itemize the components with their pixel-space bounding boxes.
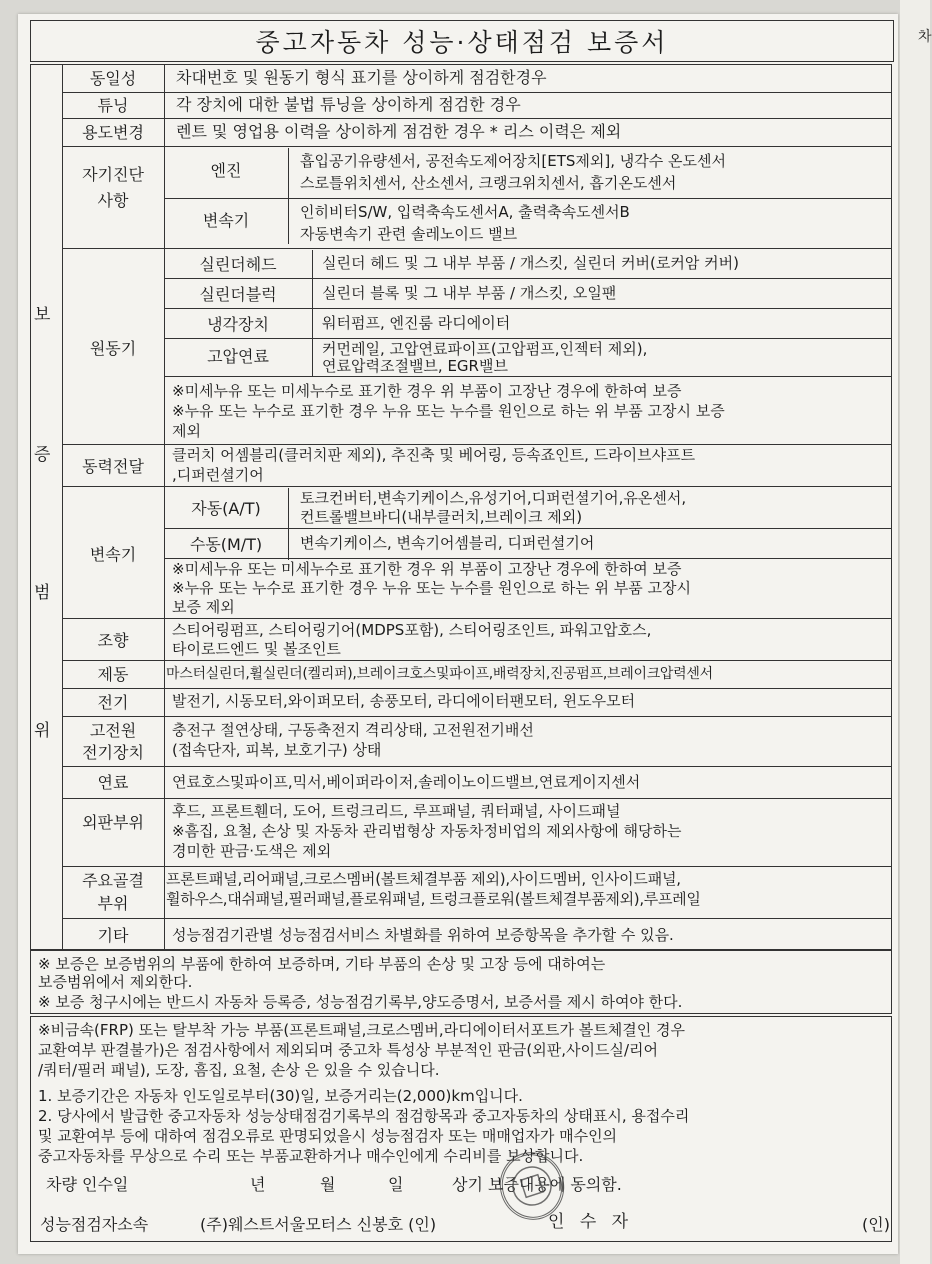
text-identity: 차대번호 및 원동기 형식 표기를 상이하게 점검한경우 bbox=[176, 68, 547, 87]
label-trans-auto: 자동(A/T) bbox=[191, 499, 261, 518]
side-label-jeung: 증 bbox=[34, 445, 51, 465]
text-exterior-3: 경미한 판금·도색은 제외 bbox=[172, 842, 332, 860]
side-label-bo: 보 bbox=[34, 305, 51, 325]
notice-2: ※ 보증 청구시에는 반드시 자동차 등록증, 성능점검기록부,양도증명서, 보증서를 제시 하여야 한다. bbox=[38, 993, 683, 1011]
label-trans-manual: 수동(M/T) bbox=[189, 535, 263, 554]
label-cyl-block: 실린더블럭 bbox=[199, 285, 277, 304]
label-diag-2: 사항 bbox=[97, 191, 129, 210]
signature-receiver: 인 수 자 bbox=[548, 1212, 634, 1232]
text-motor-note-1: ※미세누유 또는 미세누수로 표기한 경우 위 부품이 고장난 경우에 한하여 보증 bbox=[172, 382, 682, 400]
label-cyl-head: 실린더헤드 bbox=[199, 255, 277, 274]
text-power-2: ,디퍼런셜기어 bbox=[172, 466, 264, 484]
text-cyl-head: 실린더 헤드 및 그 내부 부품 / 개스킷, 실린더 커버(로커암 커버) bbox=[322, 254, 739, 272]
clause-1: 1. 보증기간은 자동차 인도일로부터(30)일, 보증거리는(2,000)km입니다. bbox=[38, 1087, 523, 1105]
label-brake: 제동 bbox=[97, 665, 129, 684]
text-frame-2: 휠하우스,대쉬패널,필러패널,플로워패널, 트렁크플로워(볼트체결부품제외),루프레일 bbox=[166, 890, 701, 908]
clause-2b: 및 교환여부 등에 대하여 점검오류로 판명되었을시 성능점검자 또는 매매업자가 매수인의 bbox=[38, 1127, 618, 1145]
text-frame-1: 프론트패널,리어패널,크로스멤버(볼트체결부품 제외),사이드멤버, 인사이드패널, bbox=[166, 870, 681, 888]
label-tuning: 튜닝 bbox=[97, 96, 129, 115]
label-diag-1: 자기진단 bbox=[82, 165, 144, 184]
text-exterior-2: ※흠집, 요철, 손상 및 자동차 관리법형상 자동차정비업의 제외사항에 해당하는 bbox=[172, 822, 682, 840]
label-frame-1: 주요골결 bbox=[82, 871, 144, 890]
clause-2c: 중고자동차를 무상으로 수리 또는 부품교환하거나 매수인에게 수리비를 보상합니다. bbox=[38, 1147, 584, 1165]
handover-month: 월 bbox=[320, 1175, 336, 1194]
text-diag-trans-2: 자동변속기 관련 솔레노이드 밸브 bbox=[300, 225, 518, 243]
text-exterior-1: 후드, 프론트휀더, 도어, 트렁크리드, 루프패널, 쿼터패널, 사이드패널 bbox=[172, 802, 621, 820]
text-motor-note-3: 제외 bbox=[172, 422, 201, 440]
label-usage: 용도변경 bbox=[82, 123, 144, 142]
label-hv-1: 고전원 bbox=[89, 721, 137, 740]
text-motor-note-2: ※누유 또는 누수로 표기한 경우 누유 또는 누수를 원인으로 하는 위 부품 고장시 보증 bbox=[172, 402, 725, 420]
text-etc: 성능점검기관별 성능점검서비스 차별화를 위하여 보증항목을 추가할 수 있음. bbox=[172, 926, 674, 944]
label-identity: 동일성 bbox=[89, 69, 137, 88]
text-power-1: 클러치 어셈블리(클러치판 제외), 추진축 및 베어링, 등속죠인트, 드라이브샤프트 bbox=[172, 446, 696, 464]
signature-label: 성능점검자소속 bbox=[40, 1215, 149, 1234]
text-usage: 렌트 및 영업용 이력을 상이하게 점검한 경우 * 리스 이력은 제외 bbox=[176, 122, 622, 141]
text-diag-trans-1: 인히비터S/W, 입력축속도센서A, 출력축속도센서B bbox=[300, 203, 630, 221]
label-etc: 기타 bbox=[97, 926, 129, 945]
text-trans-note-1: ※미세누유 또는 미세누수로 표기한 경우 위 부품이 고장난 경우에 한하여 보증 bbox=[172, 560, 682, 578]
side-label-wi: 위 bbox=[34, 721, 51, 741]
text-tuning: 각 장치에 대한 불법 튜닝을 상이하게 점검한 경우 bbox=[176, 95, 521, 114]
notice-1b: 보증범위에서 제외한다. bbox=[38, 973, 193, 991]
text-hv-2: (접속단자, 피복, 보호기구) 상태 bbox=[172, 741, 382, 759]
text-hp-fuel-2: 연료압력조절밸브, EGR밸브 bbox=[322, 357, 508, 375]
text-diag-engine-1: 흡입공기유량센서, 공전속도제어장치[ETS제외], 냉각수 온도센서 bbox=[300, 152, 726, 170]
text-hp-fuel-1: 커먼레일, 고압연료파이프(고압펌프,인젝터 제외), bbox=[322, 340, 648, 358]
text-trans-note-3: 보증 제외 bbox=[172, 598, 235, 616]
notice-3a: ※비금속(FRP) 또는 탈부착 가능 부품(프론트패널,크로스멤버,라디에이터서포트가 볼트체결인 경우 bbox=[38, 1021, 685, 1039]
text-trans-auto-1: 토크컨버터,변속기케이스,유성기어,디퍼런셜기어,유온센서, bbox=[300, 489, 687, 507]
label-hp-fuel: 고압연료 bbox=[207, 347, 269, 366]
next-page-edge bbox=[900, 0, 930, 1264]
label-steer: 조향 bbox=[97, 631, 129, 650]
text-trans-note-2: ※누유 또는 누수로 표기한 경우 누유 또는 누수를 원인으로 하는 위 부품 고장시 bbox=[172, 579, 691, 597]
label-cooling: 냉각장치 bbox=[207, 315, 269, 334]
text-trans-manual: 변속기케이스, 변속기어셈블리, 디퍼런셜기어 bbox=[300, 534, 595, 552]
notice-1a: ※ 보증은 보증범위의 부품에 한하여 보증하며, 기타 부품의 손상 및 고장 등에 대하여는 bbox=[38, 955, 606, 973]
text-brake: 마스터실린더,휠실린더(켈리퍼),브레이크호스및파이프,배력장치,진공펌프,브레이크압력센서 bbox=[166, 666, 713, 682]
handover-day: 일 bbox=[388, 1175, 404, 1194]
label-elec: 전기 bbox=[97, 693, 129, 712]
document-title: 중고자동차 성능·상태점검 보증서 bbox=[30, 20, 894, 62]
label-power: 동력전달 bbox=[82, 457, 144, 476]
text-fuel: 연료호스및파이프,믹서,베이퍼라이저,솔레이노이드밸브,연료게이지센서 bbox=[172, 773, 641, 791]
clause-2a: 2. 당사에서 발급한 중고자동차 성능상태점검기록부의 점검항목과 중고자동차의 상태표시, 용접수리 bbox=[38, 1107, 690, 1125]
edge-text: 차 bbox=[918, 29, 932, 45]
label-exterior: 외판부위 bbox=[82, 813, 144, 832]
notice-3b: 교환여부 판결불가)은 점검사항에서 제외되며 중고차 특성상 부분적인 판금(외판,사이드실/리어 bbox=[38, 1041, 659, 1059]
text-elec: 발전기, 시동모터,와이퍼모터, 송풍모터, 라디에이터팬모터, 윈도우모터 bbox=[172, 692, 636, 710]
handover-agree: 상기 보증내용에 동의함. bbox=[452, 1175, 622, 1194]
handover-year: 년 bbox=[250, 1175, 266, 1194]
signature-company: (주)웨스트서울모터스 신봉호 (인) bbox=[200, 1215, 437, 1234]
text-diag-engine-2: 스로틀위치센서, 산소센서, 크랭크위치센서, 흡기온도센서 bbox=[300, 174, 677, 192]
label-motor: 원동기 bbox=[89, 339, 137, 358]
label-diag-trans: 변속기 bbox=[202, 211, 250, 230]
label-trans: 변속기 bbox=[89, 545, 137, 564]
text-steer-2: 타이로드엔드 및 볼조인트 bbox=[172, 640, 341, 658]
text-cooling: 워터펌프, 엔진룸 라디에이터 bbox=[322, 314, 511, 332]
text-hv-1: 충전구 절연상태, 구동축전지 격리상태, 고전원전기배선 bbox=[172, 721, 534, 739]
label-hv-2: 전기장치 bbox=[82, 743, 144, 762]
notice-3c: /쿼터/필러 패널), 도장, 흠집, 요철, 손상 은 있을 수 있습니다. bbox=[38, 1061, 440, 1079]
side-label-beom: 범 bbox=[34, 583, 51, 603]
text-cyl-block: 실린더 블록 및 그 내부 부품 / 개스킷, 오일팬 bbox=[322, 284, 617, 302]
text-trans-auto-2: 컨트롤밸브바디(내부클러치,브레이크 제외) bbox=[300, 508, 583, 526]
signature-seal: (인) bbox=[862, 1215, 890, 1234]
label-fuel: 연료 bbox=[97, 773, 129, 792]
text-steer-1: 스티어링펌프, 스티어링기어(MDPS포함), 스티어링조인트, 파워고압호스, bbox=[172, 621, 652, 639]
label-frame-2: 부위 bbox=[97, 894, 129, 913]
handover-label: 차량 인수일 bbox=[46, 1175, 129, 1194]
label-diag-engine: 엔진 bbox=[210, 161, 242, 180]
